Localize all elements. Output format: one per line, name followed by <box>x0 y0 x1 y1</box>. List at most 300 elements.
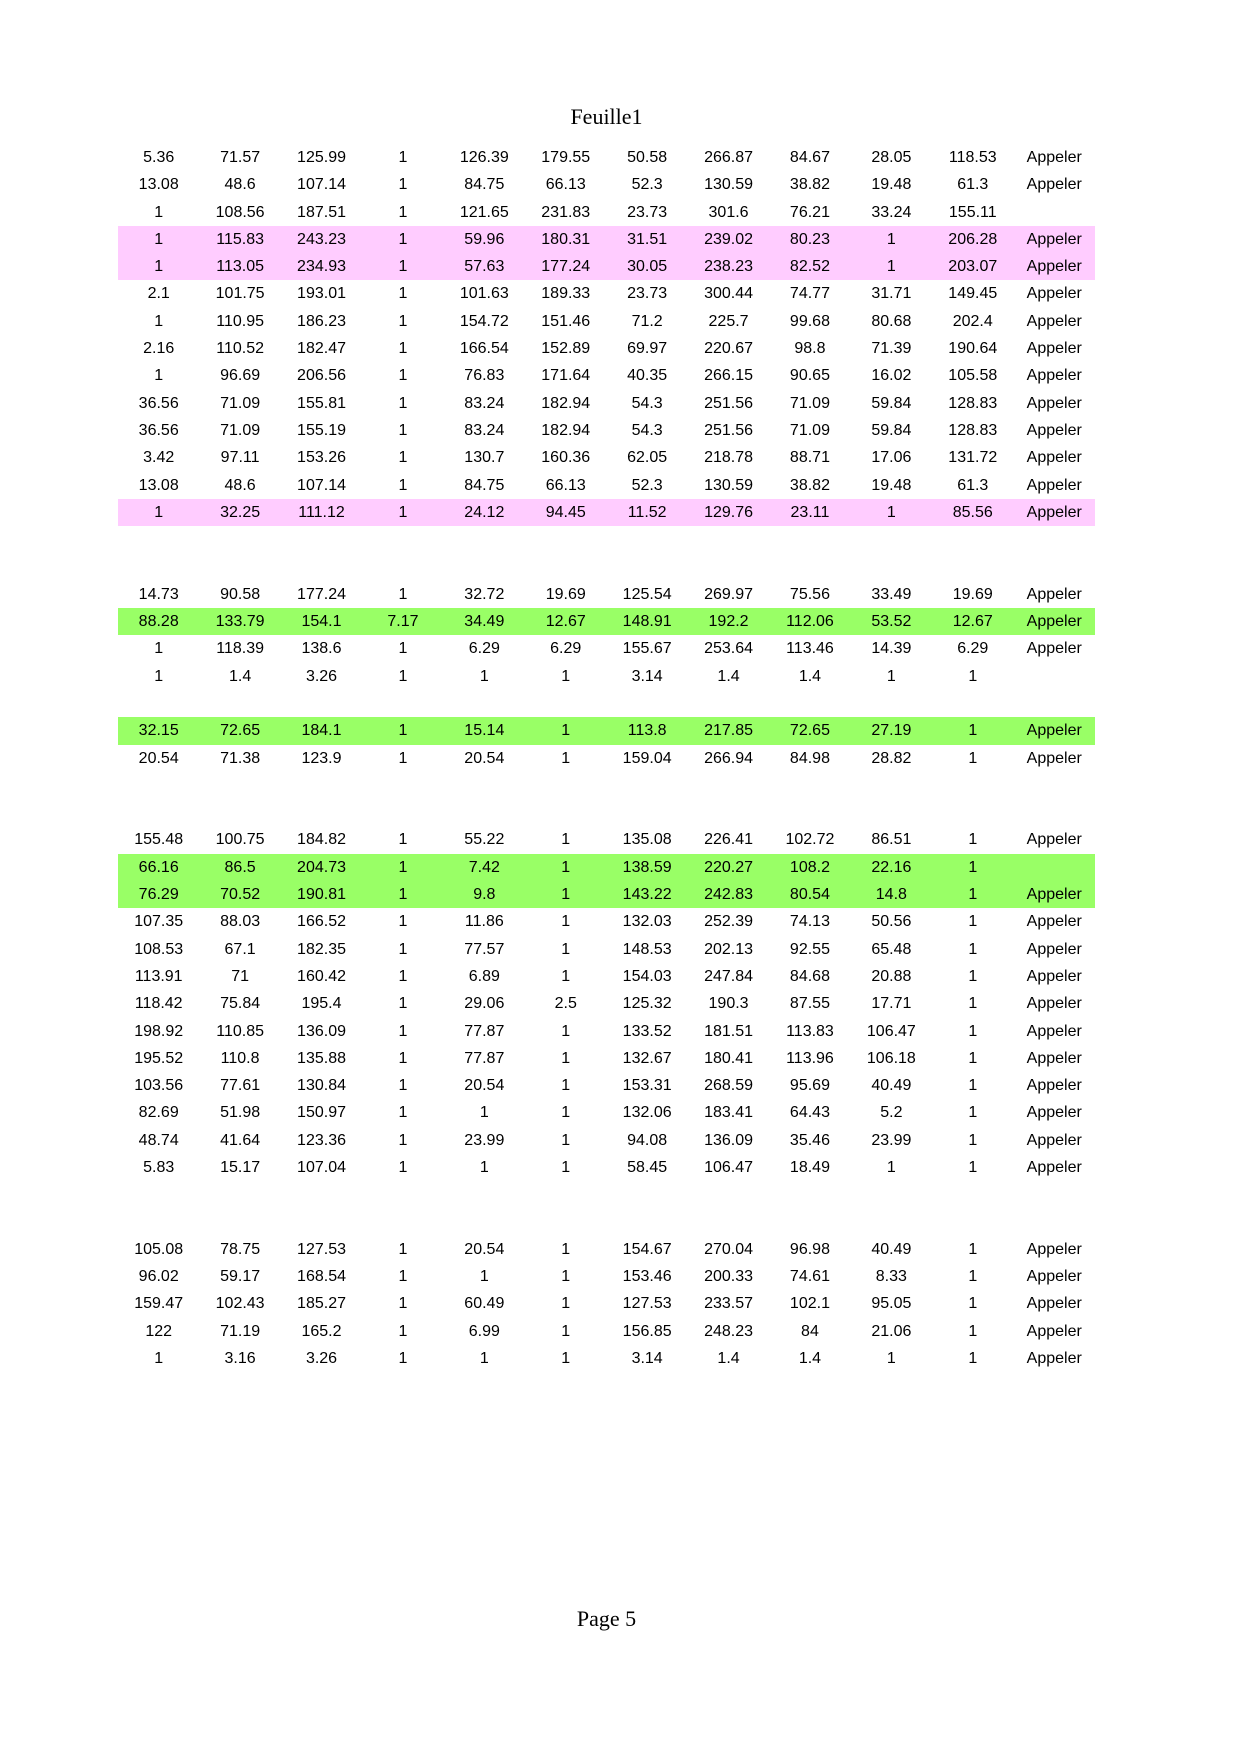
value-cell: 15.14 <box>464 722 505 740</box>
table-row <box>118 1045 1095 1072</box>
empty-cell <box>606 772 687 799</box>
value-cell: 74.61 <box>789 1268 830 1286</box>
empty-cell <box>199 690 280 717</box>
empty-cell <box>688 553 769 580</box>
value-cell: 90.65 <box>789 367 830 385</box>
value-cell: 195.52 <box>134 1049 184 1067</box>
value-cell: 251.56 <box>704 421 754 439</box>
value-cell: 1 <box>398 476 408 494</box>
value-cell: 105.58 <box>948 367 998 385</box>
value-cell: 1 <box>968 1268 978 1286</box>
empty-cell <box>851 526 932 553</box>
value-cell: 1 <box>398 1295 408 1313</box>
table-row <box>118 226 1095 253</box>
value-cell: 107.14 <box>297 476 346 494</box>
value-cell: 101.63 <box>459 285 509 303</box>
value-cell: 1.4 <box>228 667 252 685</box>
value-cell: 96.98 <box>789 1240 830 1258</box>
value-cell: 268.59 <box>704 1077 754 1095</box>
value-cell: 1 <box>968 995 978 1013</box>
value-cell: 166.54 <box>459 340 509 358</box>
value-cell: 1 <box>968 858 978 876</box>
value-cell: 148.91 <box>622 613 672 631</box>
value-cell: 52.3 <box>631 476 663 494</box>
value-cell: 1 <box>968 1350 978 1368</box>
value-cell: 33.24 <box>871 203 912 221</box>
value-cell: 1 <box>398 230 408 248</box>
value-cell: 183.41 <box>704 1104 754 1122</box>
value-cell: 130.7 <box>464 449 505 467</box>
value-cell: 1 <box>154 503 164 521</box>
value-cell: 266.87 <box>704 149 754 166</box>
empty-cell <box>199 772 280 799</box>
value-cell: 1.4 <box>717 667 740 685</box>
value-cell: 113.46 <box>786 640 834 658</box>
value-cell: 1 <box>398 340 408 358</box>
empty-cell <box>606 526 687 553</box>
empty-cell <box>932 553 1013 580</box>
value-cell: 3.26 <box>305 667 338 685</box>
value-cell: 1 <box>561 1022 571 1040</box>
value-cell: 1 <box>398 886 408 904</box>
table-row <box>118 1099 1095 1126</box>
value-cell: 102.72 <box>785 831 835 849</box>
value-cell: 1 <box>398 312 408 330</box>
value-cell: 1 <box>968 749 978 767</box>
table-row <box>118 990 1095 1017</box>
value-cell: 1.4 <box>798 1350 822 1368</box>
value-cell: 7.17 <box>387 613 419 631</box>
value-cell: 1 <box>154 640 164 658</box>
value-cell: 13.08 <box>138 476 179 494</box>
value-cell: 132.06 <box>622 1104 672 1122</box>
value-cell: 1 <box>398 749 408 767</box>
empty-cell <box>932 690 1013 717</box>
value-cell: 66.13 <box>545 476 586 494</box>
value-cell: 220.67 <box>704 340 754 358</box>
page-number: Page 5 <box>576 1606 637 1631</box>
value-cell: 155.81 <box>297 394 346 412</box>
value-cell: 65.48 <box>871 940 912 958</box>
value-cell: 69.97 <box>627 340 668 358</box>
empty-cell <box>199 526 280 553</box>
empty-cell <box>932 799 1013 826</box>
value-cell: 1 <box>561 1049 571 1067</box>
value-cell: 127.53 <box>297 1240 346 1258</box>
empty-cell <box>525 526 606 553</box>
empty-cell <box>362 526 443 553</box>
value-cell: 107.04 <box>297 1158 346 1176</box>
value-cell: 88.71 <box>789 449 830 467</box>
value-cell: 1 <box>886 258 896 276</box>
value-cell: 1 <box>398 1049 408 1067</box>
table-row <box>118 581 1095 608</box>
appeler-cell: Appeler <box>1026 886 1082 904</box>
value-cell: 99.68 <box>789 312 830 330</box>
value-cell: 231.83 <box>541 203 591 221</box>
value-cell: 190.3 <box>708 995 749 1013</box>
appeler-cell: Appeler <box>1026 585 1082 603</box>
appeler-cell: Appeler <box>1026 1295 1082 1313</box>
value-cell: 106.47 <box>704 1158 754 1176</box>
value-cell: 87.55 <box>789 995 830 1013</box>
value-cell: 122 <box>145 1322 173 1340</box>
empty-cell <box>118 690 199 717</box>
empty-cell <box>688 772 769 799</box>
value-cell: 1 <box>479 667 489 685</box>
empty-cell <box>281 1181 362 1208</box>
value-cell: 136.09 <box>297 1022 346 1040</box>
value-cell: 33.49 <box>871 585 912 603</box>
value-cell: 153.31 <box>622 1077 672 1095</box>
value-cell: 1 <box>154 258 164 276</box>
table-row <box>118 171 1095 198</box>
value-cell: 177.24 <box>541 258 591 276</box>
value-cell: 20.88 <box>871 967 912 985</box>
value-cell: 1 <box>398 367 408 385</box>
empty-cell <box>362 690 443 717</box>
value-cell: 18.49 <box>789 1158 830 1176</box>
value-cell: 67.1 <box>224 940 256 958</box>
appeler-cell: Appeler <box>1026 149 1082 166</box>
table-row <box>118 663 1095 690</box>
value-cell: 1 <box>561 1131 571 1149</box>
value-cell: 70.52 <box>220 886 261 904</box>
value-cell: 248.23 <box>704 1322 754 1340</box>
value-cell: 129.76 <box>704 503 754 521</box>
value-cell: 1 <box>968 722 978 740</box>
value-cell: 1 <box>479 1268 489 1286</box>
value-cell: 182.94 <box>541 421 591 439</box>
value-cell: 14.73 <box>138 585 179 603</box>
spacer-row <box>118 1209 1095 1236</box>
value-cell: 154.67 <box>622 1240 672 1258</box>
empty-cell <box>932 1181 1013 1208</box>
value-cell: 1 <box>398 1131 408 1149</box>
table-row <box>118 1127 1095 1154</box>
appeler-cell: Appeler <box>1026 367 1082 385</box>
appeler-cell: Appeler <box>1026 258 1082 276</box>
value-cell: 3.42 <box>143 449 175 467</box>
empty-cell <box>118 799 199 826</box>
value-cell: 51.98 <box>220 1104 261 1122</box>
value-cell: 80.54 <box>789 886 830 904</box>
empty-cell <box>281 526 362 553</box>
value-cell: 1 <box>561 1104 571 1122</box>
value-cell: 266.94 <box>704 749 754 767</box>
value-cell: 48.6 <box>224 476 256 494</box>
value-cell: 135.08 <box>622 831 672 849</box>
value-cell: 125.32 <box>622 995 672 1013</box>
value-cell: 58.45 <box>627 1158 668 1176</box>
value-cell: 206.28 <box>948 230 998 248</box>
value-cell: 1 <box>479 1104 489 1122</box>
data-table <box>118 144 1095 1372</box>
table-row <box>118 908 1095 935</box>
value-cell: 1 <box>561 831 571 849</box>
appeler-cell: Appeler <box>1026 340 1082 358</box>
value-cell: 171.64 <box>541 367 591 385</box>
value-cell: 106.47 <box>866 1022 916 1040</box>
empty-cell <box>688 1181 769 1208</box>
value-cell: 190.81 <box>297 886 346 904</box>
empty-cell <box>1013 1181 1095 1208</box>
value-cell: 76.83 <box>464 367 505 385</box>
value-cell: 59.84 <box>871 394 912 412</box>
value-cell: 84.75 <box>464 176 505 194</box>
table-row <box>118 936 1095 963</box>
value-cell: 6.99 <box>468 1322 500 1340</box>
value-cell: 1 <box>968 1158 978 1176</box>
appeler-cell: Appeler <box>1026 940 1082 958</box>
value-cell: 148.53 <box>622 940 672 958</box>
value-cell: 1 <box>479 1350 489 1368</box>
value-cell: 110.52 <box>216 340 264 358</box>
value-cell: 1.4 <box>798 667 822 685</box>
value-cell: 1 <box>968 886 978 904</box>
empty-cell <box>281 1209 362 1236</box>
empty-cell <box>769 772 850 799</box>
value-cell: 251.56 <box>704 394 754 412</box>
value-cell: 135.88 <box>297 1049 346 1067</box>
empty-cell <box>606 1209 687 1236</box>
value-cell: 113.05 <box>216 258 264 276</box>
appeler-cell: Appeler <box>1026 1158 1082 1176</box>
value-cell: 85.56 <box>952 503 993 521</box>
value-cell: 2.1 <box>147 285 170 303</box>
value-cell: 177.24 <box>297 585 346 603</box>
value-cell: 1 <box>886 503 896 521</box>
spacer-row <box>118 772 1095 799</box>
value-cell: 11.52 <box>627 503 667 521</box>
value-cell: 76.21 <box>789 203 830 221</box>
value-cell: 113.96 <box>786 1049 834 1067</box>
value-cell: 38.82 <box>789 476 830 494</box>
empty-cell <box>1013 553 1095 580</box>
appeler-cell: Appeler <box>1026 503 1082 521</box>
value-cell: 152.89 <box>541 340 591 358</box>
empty-cell <box>606 1181 687 1208</box>
appeler-cell: Appeler <box>1026 230 1082 248</box>
value-cell: 1 <box>154 203 164 221</box>
empty-cell <box>932 1209 1013 1236</box>
value-cell: 1 <box>561 1158 571 1176</box>
table-row <box>118 1345 1095 1372</box>
value-cell: 1 <box>398 1077 408 1095</box>
empty-cell <box>1013 854 1095 881</box>
value-cell: 155.67 <box>622 640 672 658</box>
value-cell: 126.39 <box>459 149 509 166</box>
value-cell: 6.89 <box>468 967 500 985</box>
value-cell: 17.06 <box>871 449 912 467</box>
value-cell: 84.75 <box>464 476 505 494</box>
value-cell: 5.36 <box>143 149 175 166</box>
value-cell: 29.06 <box>464 995 505 1013</box>
empty-cell <box>199 1209 280 1236</box>
value-cell: 77.57 <box>464 940 505 958</box>
value-cell: 8.33 <box>875 1268 907 1286</box>
appeler-cell: Appeler <box>1026 1240 1082 1258</box>
spacer-row <box>118 1181 1095 1208</box>
value-cell: 193.01 <box>297 285 346 303</box>
empty-cell <box>851 772 932 799</box>
value-cell: 252.39 <box>704 913 754 931</box>
value-cell: 133.52 <box>622 1022 672 1040</box>
empty-cell <box>444 1181 525 1208</box>
value-cell: 57.63 <box>464 258 505 276</box>
value-cell: 1 <box>398 995 408 1013</box>
table-row <box>118 1072 1095 1099</box>
value-cell: 156.85 <box>622 1322 672 1340</box>
value-cell: 118.53 <box>948 149 997 166</box>
empty-cell <box>525 772 606 799</box>
value-cell: 155.19 <box>297 421 346 439</box>
empty-cell <box>769 553 850 580</box>
value-cell: 106.18 <box>866 1049 916 1067</box>
value-cell: 103.56 <box>134 1077 184 1095</box>
value-cell: 108.56 <box>215 203 265 221</box>
value-cell: 187.51 <box>297 203 346 221</box>
value-cell: 1 <box>398 1240 408 1258</box>
value-cell: 83.24 <box>464 421 505 439</box>
value-cell: 204.73 <box>297 858 346 876</box>
value-cell: 1 <box>886 1350 896 1368</box>
empty-cell <box>1013 772 1095 799</box>
empty-cell <box>769 1181 850 1208</box>
value-cell: 155.48 <box>134 831 184 849</box>
value-cell: 3.14 <box>631 667 663 685</box>
appeler-cell: Appeler <box>1026 967 1082 985</box>
table-row <box>118 854 1095 881</box>
value-cell: 14.8 <box>875 886 907 904</box>
spacer-row <box>118 526 1095 553</box>
value-cell: 125.54 <box>622 585 672 603</box>
value-cell: 80.68 <box>871 312 912 330</box>
value-cell: 154.1 <box>301 613 342 631</box>
value-cell: 75.56 <box>789 585 830 603</box>
value-cell: 71.38 <box>220 749 261 767</box>
value-cell: 155.11 <box>948 203 997 221</box>
empty-cell <box>932 526 1013 553</box>
value-cell: 1 <box>968 1049 978 1067</box>
empty-cell <box>118 526 199 553</box>
value-cell: 72.65 <box>789 722 830 740</box>
value-cell: 1 <box>968 1077 978 1095</box>
value-cell: 5.83 <box>143 1158 175 1176</box>
table-row <box>118 745 1095 772</box>
value-cell: 2.5 <box>554 995 577 1013</box>
empty-cell <box>688 690 769 717</box>
value-cell: 198.92 <box>134 1022 184 1040</box>
value-cell: 72.65 <box>220 722 261 740</box>
value-cell: 151.46 <box>541 312 591 330</box>
appeler-cell: Appeler <box>1026 1022 1082 1040</box>
value-cell: 84.98 <box>789 749 830 767</box>
value-cell: 118.42 <box>134 995 183 1013</box>
table-row <box>118 253 1095 280</box>
value-cell: 108.53 <box>134 940 184 958</box>
value-cell: 48.6 <box>224 176 256 194</box>
value-cell: 38.82 <box>789 176 830 194</box>
value-cell: 1 <box>561 913 571 931</box>
value-cell: 5.2 <box>880 1104 903 1122</box>
value-cell: 28.05 <box>871 149 912 166</box>
value-cell: 1 <box>886 667 896 685</box>
value-cell: 1 <box>561 1322 571 1340</box>
value-cell: 225.7 <box>708 312 749 330</box>
appeler-cell: Appeler <box>1026 613 1082 631</box>
value-cell: 1 <box>398 940 408 958</box>
value-cell: 1 <box>154 667 164 685</box>
value-cell: 19.69 <box>545 585 586 603</box>
value-cell: 77.87 <box>464 1049 505 1067</box>
appeler-cell: Appeler <box>1026 285 1082 303</box>
value-cell: 24.12 <box>464 503 505 521</box>
value-cell: 132.03 <box>622 913 672 931</box>
value-cell: 1 <box>968 1295 978 1313</box>
value-cell: 1 <box>398 1158 408 1176</box>
value-cell: 82.69 <box>138 1104 179 1122</box>
appeler-cell: Appeler <box>1026 312 1082 330</box>
table-row <box>118 335 1095 362</box>
value-cell: 15.17 <box>220 1158 261 1176</box>
value-cell: 55.22 <box>464 831 505 849</box>
appeler-cell: Appeler <box>1026 421 1082 439</box>
value-cell: 218.78 <box>704 449 754 467</box>
value-cell: 20.54 <box>464 1240 505 1258</box>
value-cell: 226.41 <box>704 831 754 849</box>
value-cell: 190.64 <box>948 340 998 358</box>
table-row <box>118 472 1095 499</box>
value-cell: 41.64 <box>220 1131 261 1149</box>
value-cell: 123.36 <box>297 1131 346 1149</box>
empty-cell <box>851 1209 932 1236</box>
value-cell: 130.59 <box>704 176 754 194</box>
value-cell: 61.3 <box>957 176 989 194</box>
appeler-cell: Appeler <box>1026 449 1082 467</box>
value-cell: 154.72 <box>459 312 509 330</box>
empty-cell <box>444 526 525 553</box>
value-cell: 95.05 <box>871 1295 912 1313</box>
value-cell: 28.82 <box>871 749 912 767</box>
value-cell: 202.4 <box>952 312 993 330</box>
empty-cell <box>932 772 1013 799</box>
value-cell: 31.51 <box>627 230 668 248</box>
value-cell: 1 <box>398 913 408 931</box>
value-cell: 130.59 <box>704 476 754 494</box>
empty-cell <box>444 799 525 826</box>
data-table-body <box>118 144 1095 1372</box>
value-cell: 1.4 <box>717 1350 740 1368</box>
empty-cell <box>362 1181 443 1208</box>
value-cell: 23.99 <box>871 1131 912 1149</box>
value-cell: 1 <box>398 667 408 685</box>
value-cell: 1 <box>561 1268 571 1286</box>
empty-cell <box>688 526 769 553</box>
table-row <box>118 1318 1095 1345</box>
empty-cell <box>444 772 525 799</box>
appeler-cell: Appeler <box>1026 722 1082 740</box>
value-cell: 1 <box>398 858 408 876</box>
value-cell: 40.49 <box>871 1240 912 1258</box>
value-cell: 1 <box>398 585 408 603</box>
value-cell: 71.09 <box>789 394 830 412</box>
value-cell: 20.54 <box>464 1077 505 1095</box>
appeler-cell: Appeler <box>1026 640 1082 658</box>
value-cell: 71.09 <box>220 394 261 412</box>
value-cell: 192.2 <box>708 613 749 631</box>
value-cell: 1 <box>968 1022 978 1040</box>
